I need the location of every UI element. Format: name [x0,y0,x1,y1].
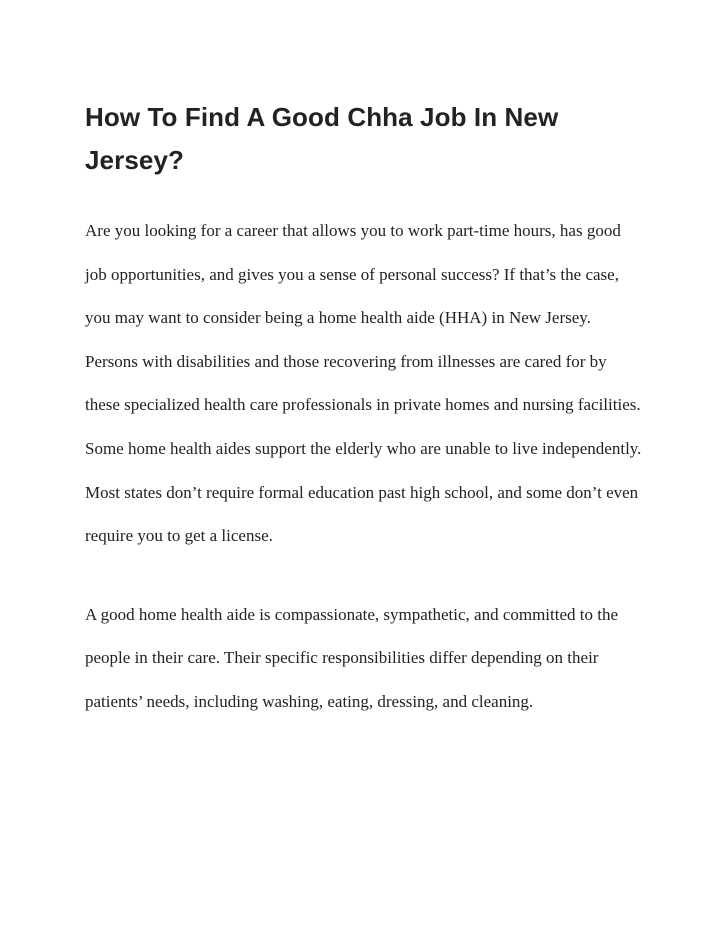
body-paragraph-qualities: A good home health aide is compassionate, sympathetic, and committed to the people in their care. Their specific responsibilities differ depending on their patients’ needs, including washing, eating, dressing, and cleaning. [85,604,619,711]
document-page [85,96,645,724]
body-paragraph-intro: Are you looking for a career that allows you to work part-time hours, has good job opportunities, and gives you a sense of personal success? If that’s the case, you may want to consider being a home health aide (HHA) in New Jersey. Persons with disabilities and those recovering from illnesses are cared for by these specialized health care professionals in private homes and nursing facilities. Some home health aides support the elderly who are unable to live independently. Most states don’t require formal education past high school, and some don’t even require you to get a license. [85,221,642,546]
page-title: How To Find A Good Chha Job In New Jersey? [85,102,559,175]
